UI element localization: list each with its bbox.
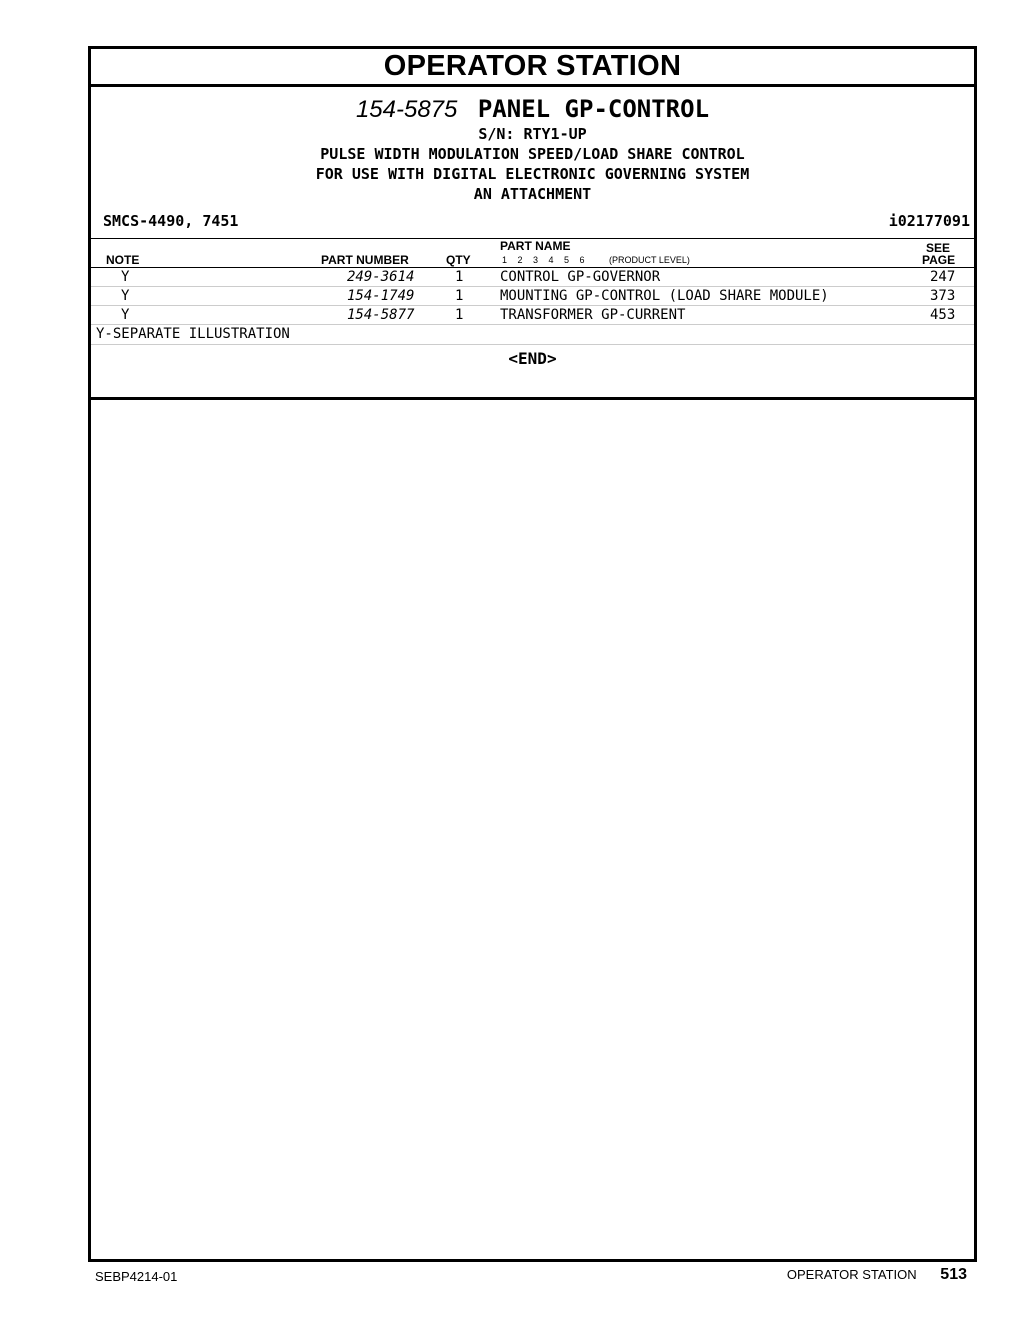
part-number: 154-5875 — [355, 96, 458, 123]
smcs-row — [91, 204, 974, 232]
description-line: FOR USE WITH DIGITAL ELECTRONIC GOVERNING SYSTEM — [315, 165, 750, 183]
row-part-number[interactable]: 154-5877 — [347, 307, 415, 323]
row-page[interactable]: 453 — [930, 307, 956, 323]
part-title — [91, 95, 974, 124]
smcs-codes: SMCS-4490, 7451 — [103, 212, 239, 230]
header-product-level: (PRODUCT LEVEL) — [609, 255, 690, 265]
illustration-id: i02177091 — [888, 212, 970, 230]
end-marker: <END> — [91, 345, 974, 400]
page-frame — [88, 46, 977, 1262]
header-part-number: PART NUMBER — [321, 253, 409, 267]
row-part-name: TRANSFORMER GP-CURRENT — [500, 307, 686, 323]
header-page: PAGE — [922, 253, 956, 267]
part-name: PANEL GP-CONTROL — [477, 95, 710, 123]
table-row — [91, 306, 974, 325]
separate-illustration-note: Y-SEPARATE ILLUSTRATION — [91, 325, 974, 345]
description-line: PULSE WIDTH MODULATION SPEED/LOAD SHARE CONTROL — [320, 145, 745, 163]
header-levels: 1 2 3 4 5 6 — [502, 255, 585, 265]
row-note: Y — [121, 269, 130, 285]
row-qty: 1 — [455, 288, 464, 304]
page-footer — [95, 1266, 967, 1286]
table-row — [91, 287, 974, 306]
row-part-name: MOUNTING GP-CONTROL (LOAD SHARE MODULE) — [500, 288, 829, 304]
section-title: OPERATOR STATION — [91, 49, 974, 87]
page-number: 513 — [940, 1266, 967, 1283]
row-page[interactable]: 247 — [930, 269, 956, 285]
footer-right — [787, 1266, 967, 1284]
description-line: AN ATTACHMENT — [473, 185, 592, 203]
row-part-number[interactable]: 249-3614 — [347, 269, 415, 285]
header-see: SEE — [926, 241, 951, 255]
row-note: Y — [121, 307, 130, 323]
header-qty: QTY — [446, 253, 471, 267]
row-part-name: CONTROL GP-GOVERNOR — [500, 269, 661, 285]
footer-section: OPERATOR STATION — [786, 1267, 917, 1282]
row-page[interactable]: 373 — [930, 288, 956, 304]
header-part-name: PART NAME — [500, 239, 571, 253]
row-part-number[interactable]: 154-1749 — [347, 288, 415, 304]
part-header — [91, 87, 974, 204]
table-row — [91, 268, 974, 287]
table-header — [91, 238, 974, 268]
row-qty: 1 — [455, 307, 464, 323]
header-note: NOTE — [106, 253, 140, 267]
row-qty: 1 — [455, 269, 464, 285]
row-note: Y — [121, 288, 130, 304]
document-id: SEBP4214-01 — [95, 1269, 178, 1284]
serial-number: S/N: RTY1-UP — [478, 125, 587, 143]
